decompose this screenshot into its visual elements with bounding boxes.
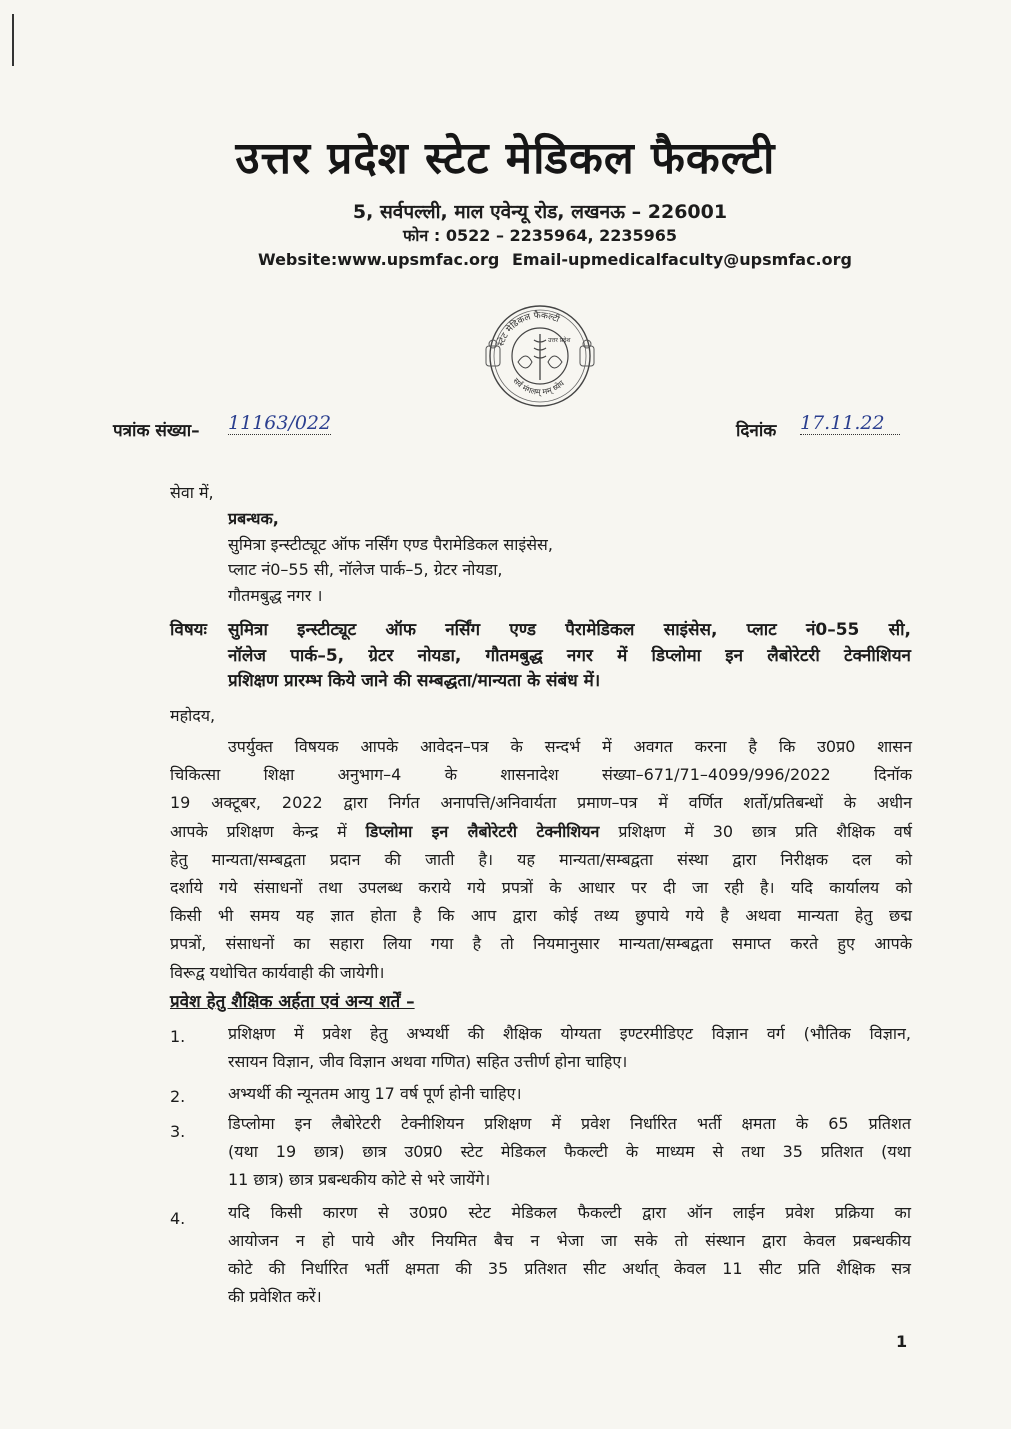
condition-line: प्रशिक्षण में प्रवेश हेतु अभ्यर्थी की शैक्षिक योग्यता इण्टरमीडिएट विज्ञान वर्ग (भौतिक विज्ञान, <box>228 1024 911 1043</box>
condition-item <box>228 1199 911 1311</box>
condition-number: 4. <box>170 1209 186 1228</box>
condition-line: 11 छात्र) छात्र प्रबन्धकीय कोटे से भरे जायेंगे। <box>228 1170 491 1189</box>
body-text: आपके प्रशिक्षण केन्द्र में <box>170 821 347 841</box>
addressee-line: सुमित्रा इन्स्टीट्यूट ऑफ नर्सिंग एण्ड पैरामेडिकल साइंसेस, <box>228 535 553 554</box>
condition-number: 1. <box>170 1027 186 1046</box>
conditions-heading: प्रवेश हेतु शैक्षिक अर्हता एवं अन्य शर्तें – <box>170 992 415 1012</box>
date-label: दिनांक <box>736 421 777 441</box>
body-line <box>170 818 912 846</box>
page-number: 1 <box>896 1332 908 1351</box>
condition-line: (यथा 19 छात्र) छात्र उ0प्र0 स्टेट मेडिकल फैकल्टी के माध्यम से तथा 35 प्रतिशत (यथा <box>228 1142 911 1161</box>
greeting: महोदय, <box>170 706 216 725</box>
condition-line: आयोजन न हो पाये और नियमित बैच न भेजा जा सके तो संस्थान द्वारा केवल प्रबन्धकीय <box>228 1231 911 1250</box>
addressee-line: गौतमबुद्ध नगर । <box>228 586 323 605</box>
body-line: किसी भी समय यह ज्ञात होता है कि आप द्वारा कोई तथ्य छुपाये गये है अथवा मान्यता हेतु छद्म <box>170 906 912 926</box>
body-line: हेतु मान्यता/सम्बद्वता प्रदान की जाती है। यह मान्यता/सम्बद्वता संस्था द्वारा निरीक्षक दल को <box>170 849 912 869</box>
subject-line: प्रशिक्षण प्रारम्भ किये जाने की सम्बद्धता/मान्यता के संबंध में। <box>228 671 601 691</box>
letterhead-email[interactable]: Email-upmedicalfaculty@upsmfac.org <box>512 250 852 269</box>
seal-bottom-text: सर्व मंगलम् मम् ध्येय <box>511 376 567 397</box>
condition-line: डिप्लोमा इन लैबोरेटरी टेक्नीशियन प्रशिक्षण में प्रवेश निर्धारित भर्ती क्षमता के 65 प्रतिशत <box>228 1114 911 1133</box>
subject-line: नॉलेज पार्क–5, ग्रेटर नोयडा, गौतमबुद्ध नगर में डिप्लोमा इन लैबोरेटरी टेक्नीशियन <box>228 646 911 666</box>
body-line: दर्शाये गये संसाधनों तथा उपलब्ध कराये गये प्रपत्रों के आधार पर दी जा रही है। यदि कार्यालय को <box>170 878 912 898</box>
reference-number-value: 11163/022 <box>228 412 332 434</box>
svg-text:सर्व मंगलम् मम् ध्येय <box>511 376 566 397</box>
body-line: विरूद्व यथोचित कार्यवाही की जायेगी। <box>170 962 385 982</box>
condition-item <box>228 1110 911 1194</box>
body-text: प्रशिक्षण में 30 छात्र प्रति शैक्षिक वर्ष <box>618 821 912 841</box>
condition-number: 2. <box>170 1087 186 1106</box>
body-line: चिकित्सा शिक्षा अनुभाग–4 के शासनादेश संख्या–671/71–4099/996/2022 दिनॉक <box>170 765 912 785</box>
body-line: उपर्युक्त विषयक आपके आवेदन–पत्र के सन्दर्भ में अवगत करना है कि उ0प्र0 शासन <box>228 737 912 756</box>
subject-label: विषयः <box>170 620 207 640</box>
date-value: 17.11.22 <box>800 412 900 435</box>
condition-item <box>228 1080 911 1108</box>
emblem-icon <box>580 340 594 366</box>
reference-number-label: पत्रांक संख्या– <box>113 421 200 441</box>
condition-number: 3. <box>170 1122 186 1141</box>
addressee-line: प्लाट नं0–55 सी, नॉलेज पार्क–5, ग्रेटर नोयडा, <box>228 560 503 579</box>
official-seal <box>478 300 602 410</box>
condition-line: की प्रवेशित करें। <box>228 1287 322 1306</box>
addressee-designation: प्रबन्धक, <box>228 509 279 528</box>
letterhead-website[interactable]: Website:www.upsmfac.org <box>258 250 500 269</box>
condition-line: यदि किसी कारण से उ0प्र0 स्टेट मेडिकल फैकल्टी द्वारा ऑन लाईन प्रवेश प्रक्रिया का <box>228 1203 911 1222</box>
seal-inner-text: उत्तर प्रदेश <box>548 337 571 344</box>
letterhead-address: 5, सर्वपल्ली, माल एवेन्यू रोड, लखनऊ – 226001 <box>352 201 728 223</box>
body-paragraph <box>170 733 912 987</box>
body-line: 19 अक्टूबर, 2022 द्वारा निर्गत अनापत्ति/अनिवार्यता प्रमाण–पत्र में वर्णित शर्तो/प्रतिबन्धों के अधीन <box>170 793 912 813</box>
letterhead-phone: फोन : 0522 – 2235964, 2235965 <box>402 226 678 245</box>
condition-item <box>228 1020 911 1076</box>
letterhead-title: उत्तर प्रदेश स्टेट मेडिकल फैकल्टी <box>235 133 776 184</box>
condition-line: अभ्यर्थी की न्यूनतम आयु 17 वर्ष पूर्ण होनी चाहिए। <box>228 1084 522 1103</box>
seal-top-text: स्टेट मेडिकल फैकल्टी <box>496 310 561 348</box>
condition-line: रसायन विज्ञान, जीव विज्ञान अथवा गणित) सहित उत्तीर्ण होना चाहिए। <box>228 1052 628 1071</box>
condition-line: कोटे की निर्धारित भर्ती क्षमता की 35 प्रतिशत सीट अर्थात् केवल 11 सीट प्रति शैक्षिक सत्र <box>228 1259 911 1278</box>
addressee-to: सेवा में, <box>170 483 214 502</box>
subject-line: सुमित्रा इन्स्टीट्यूट ऑफ नर्सिंग एण्ड पैरामेडिकल साइंसेस, प्लाट नं0–55 सी, <box>228 620 911 640</box>
course-name-highlight: डिप्लोमा इन लैबोरेटरी टेक्नीशियन <box>365 821 600 841</box>
margin-mark <box>12 14 14 66</box>
body-line: प्रपत्रों, संसाधनों का सहारा लिया गया है तो नियमानुसार मान्यता/सम्बद्वता समाप्त करते हुए आपके <box>170 934 912 954</box>
